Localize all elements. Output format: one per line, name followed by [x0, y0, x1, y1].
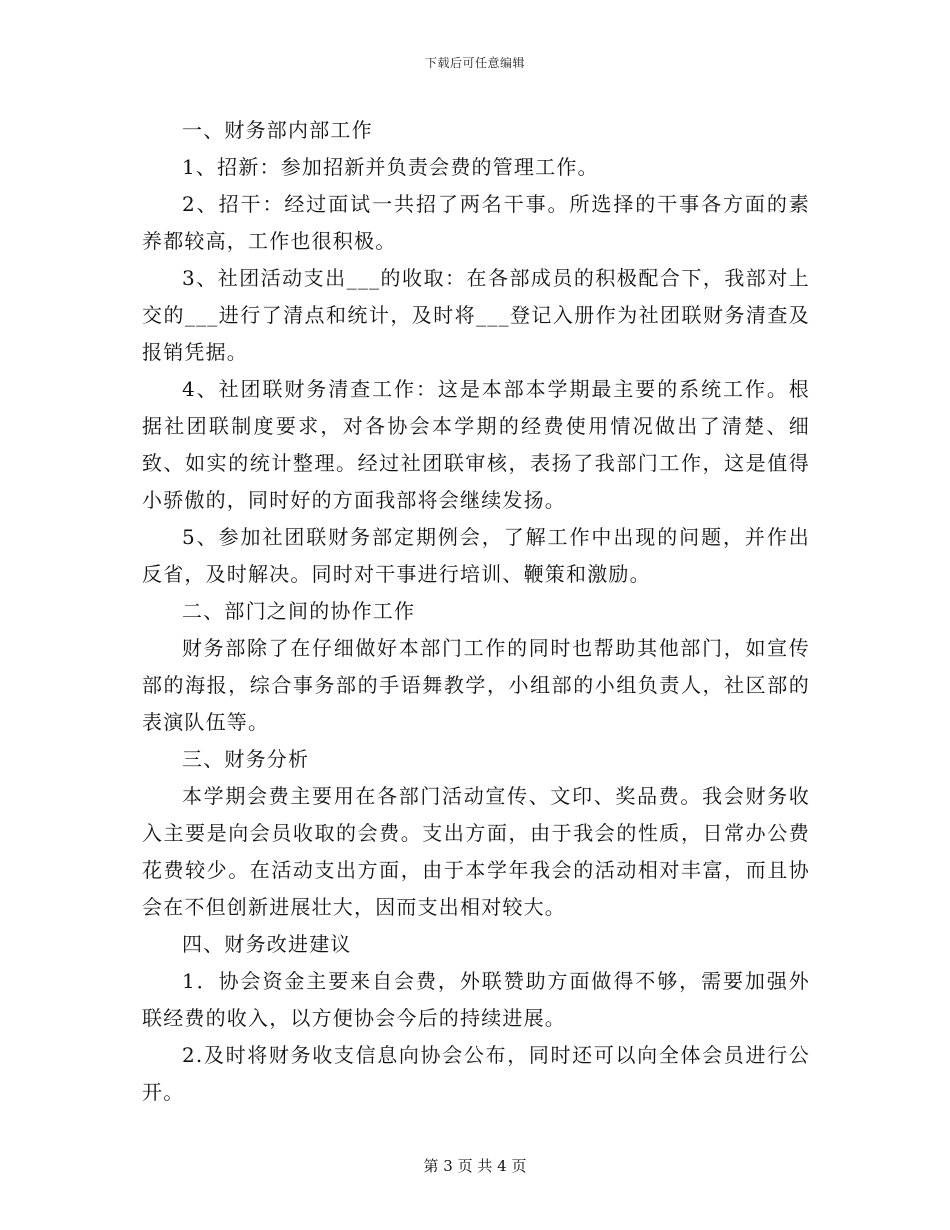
page-footer: 第 3 页 共 4 页: [423, 1157, 527, 1175]
paragraph-collaboration: 财务部除了在仔细做好本部门工作的同时也帮助其他部门，如宣传部的海报，综合事务部的手语舞教学，小组部的小组负责人，社区部的表演队伍等。: [142, 636, 810, 734]
section-heading-improvement-suggestions: 四、财务改进建议: [182, 932, 352, 956]
paragraph-officer-recruitment: 2、招干：经过面试一共招了两名干事。所选择的干事各方面的素养都较高，工作也很积极。: [142, 192, 810, 253]
section-heading-internal-work: 一、财务部内部工作: [182, 118, 373, 142]
page-header: 下载后可任意编辑: [424, 56, 525, 70]
paragraph-recruitment: 1、招新：参加招新并负责会费的管理工作。: [182, 155, 599, 179]
paragraph-financial-audit: 4、社团联财务清查工作：这是本部本学期最主要的系统工作。根据社团联制度要求，对各协会本学期的经费使用情况做出了清楚、细致、如实的统计整理。经过社团联审核，表扬了我部门工作，这是值得小骄傲的，同时好的方面我部将会继续发扬。: [142, 377, 810, 512]
paragraph-regular-meetings: 5、参加社团联财务部定期例会，了解工作中出现的问题，并作出反省，及时解决。同时对干事进行培训、鞭策和激励。: [142, 525, 810, 586]
paragraph-suggestion-funding: 1．协会资金主要来自会费，外联赞助方面做得不够，需要加强外联经费的收入，以方便协会今后的持续进展。: [142, 969, 810, 1030]
document-body: [142, 112, 810, 1111]
paragraph-financial-analysis: 本学期会费主要用在各部门活动宣传、文印、奖品费。我会财务收入主要是向会员收取的会费。支出方面，由于我会的性质，日常办公费花费较少。在活动支出方面，由于本学年我会的活动相对丰富，而且协会在不但创新进展壮大，因而支出相对较大。: [142, 784, 810, 919]
paragraph-suggestion-transparency: 2.及时将财务收支信息向协会公布，同时还可以向全体会员进行公开。: [142, 1043, 810, 1104]
section-heading-collaboration: 二、部门之间的协作工作: [182, 599, 416, 623]
paragraph-fee-collection: 3、社团活动支出___的收取：在各部成员的积极配合下，我部对上交的___进行了清点和统计，及时将___登记入册作为社团联财务清查及报销凭据。: [142, 266, 810, 364]
section-heading-financial-analysis: 三、财务分析: [182, 747, 310, 771]
